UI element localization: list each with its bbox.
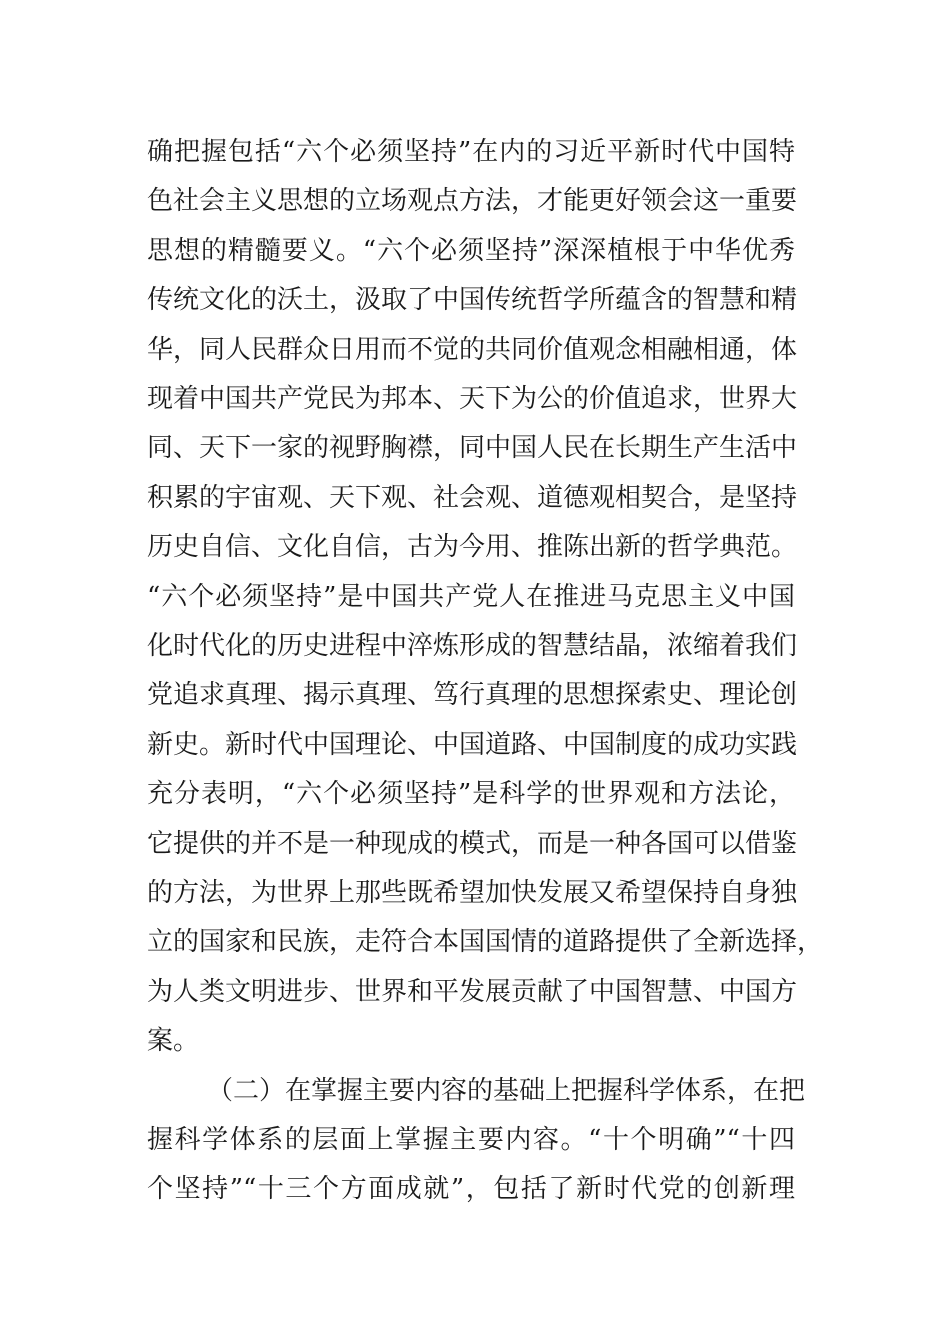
paragraph-line: 历史自信、文化自信，古为今用、推陈出新的哲学典范。 <box>147 532 798 563</box>
paragraph-line: 为人类文明进步、世界和平发展贡献了中国智慧、中国方 <box>147 976 798 1007</box>
paragraph-line: 传统文化的沃土，汲取了中国传统哲学所蕴含的智慧和精 <box>147 285 798 316</box>
paragraph-line: 它提供的并不是一种现成的模式，而是一种各国可以借鉴 <box>147 828 798 859</box>
paragraph-line: 华，同人民群众日用而不觉的共同价值观念相融相通，体 <box>147 334 798 365</box>
paragraph-line: “六个必须坚持”是中国共产党人在推进马克思主义中国 <box>147 581 795 612</box>
paragraph-line: 握科学体系的层面上掌握主要内容。“十个明确”“十四 <box>147 1125 795 1155</box>
paragraph-line: 确把握包括“六个必须坚持”在内的习近平新时代中国特 <box>147 137 795 167</box>
paragraph-line: 色社会主义思想的立场观点方法，才能更好领会这一重要 <box>147 186 798 217</box>
paragraph-line: 的方法，为世界上那些既希望加快发展又希望保持自身独 <box>147 878 798 908</box>
paragraph-line: 立的国家和民族，走符合本国国情的道路提供了全新选择， <box>147 927 824 958</box>
paragraph-line: 充分表明，“六个必须坚持”是科学的世界观和方法论， <box>147 779 795 810</box>
paragraph-line: 新史。新时代中国理论、中国道路、中国制度的成功实践 <box>147 729 798 760</box>
paragraph-line: 党追求真理、揭示真理、笃行真理的思想探索史、理论创 <box>147 680 798 711</box>
paragraph-line: 案。 <box>147 1026 200 1057</box>
paragraph-line: 同、天下一家的视野胸襟，同中国人民在长期生产生活中 <box>147 433 798 464</box>
paragraph-line: 积累的宇宙观、天下观、社会观、道德观相契合，是坚持 <box>147 482 798 513</box>
paragraph-line: 思想的精髓要义。“六个必须坚持”深深植根于中华优秀 <box>147 235 795 266</box>
paragraph-line: 化时代化的历史进程中淬炼形成的智慧结晶，浓缩着我们 <box>147 631 798 661</box>
section-heading-line: （二）在掌握主要内容的基础上把握科学体系，在把 <box>207 1075 806 1106</box>
paragraph-line: 个坚持”“十三个方面成就”，包括了新时代党的创新理 <box>147 1174 795 1205</box>
paragraph-line: 现着中国共产党民为邦本、天下为公的价值追求，世界大 <box>147 384 798 414</box>
